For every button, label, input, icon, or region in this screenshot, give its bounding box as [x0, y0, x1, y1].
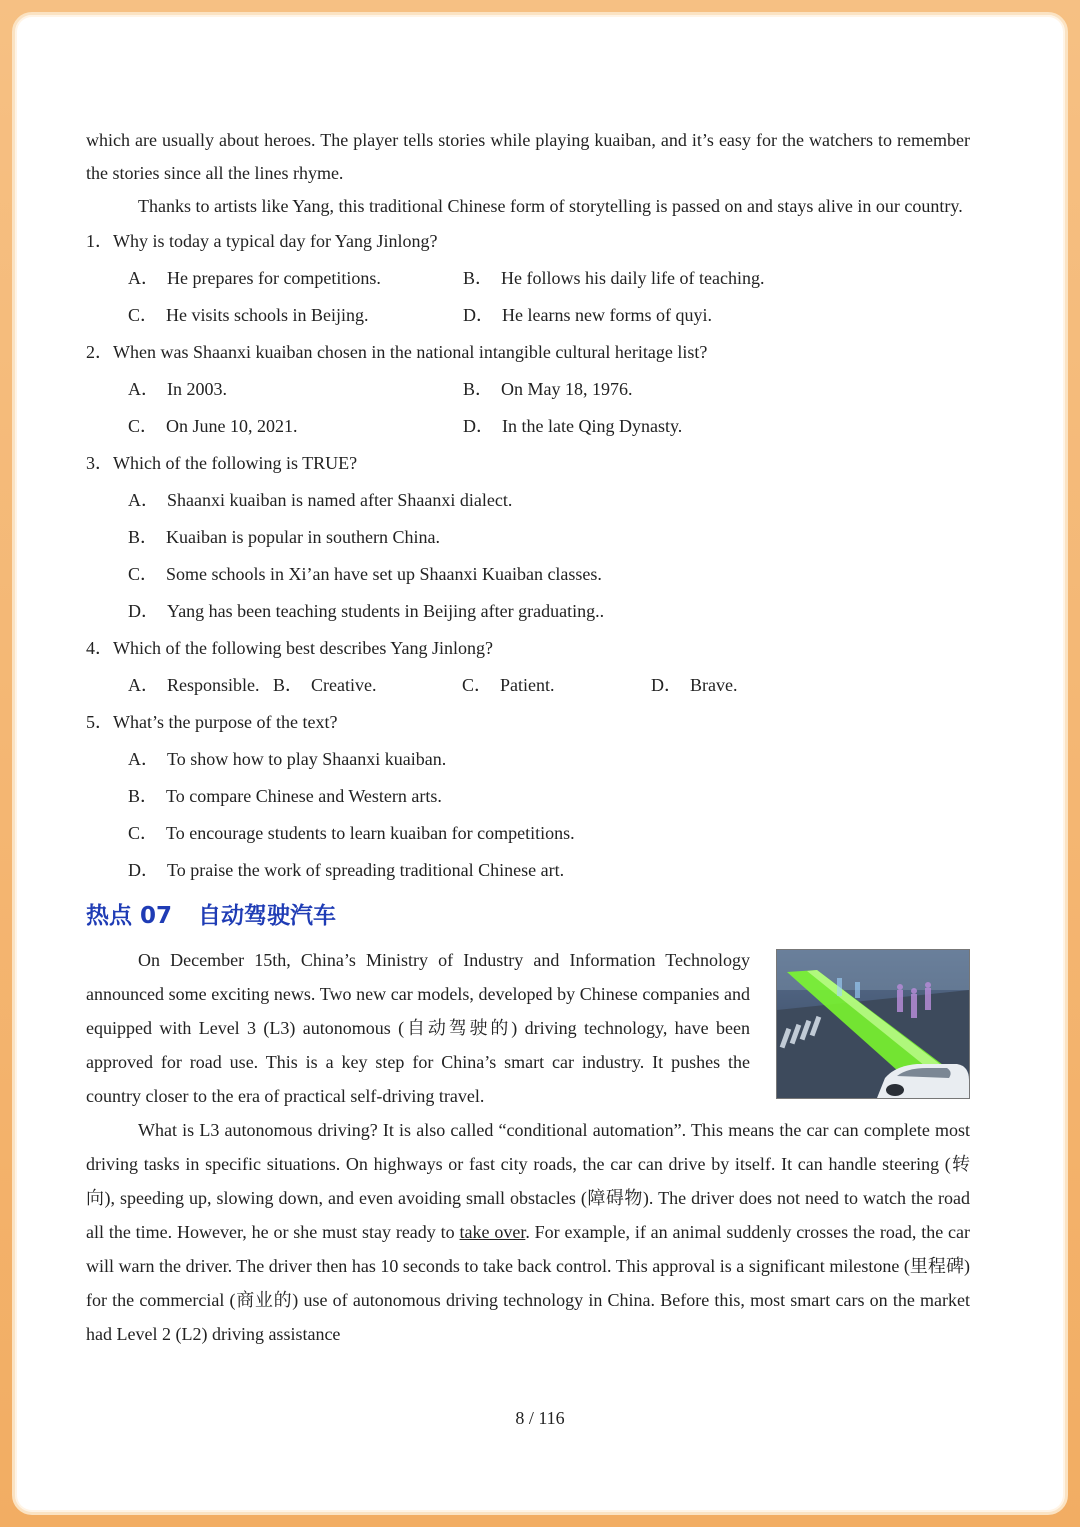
- document-content: [86, 124, 970, 1351]
- option-2c[interactable]: [128, 408, 463, 445]
- option-text: Creative.: [311, 675, 377, 695]
- option-1d[interactable]: [463, 297, 712, 334]
- option-text: Patient.: [500, 675, 555, 695]
- section-title: 自动驾驶汽车: [198, 903, 337, 929]
- option-2b[interactable]: [463, 371, 633, 408]
- option-text: On May 18, 1976.: [501, 379, 633, 399]
- option-text: To encourage students to learn kuaiban for competitions.: [166, 823, 575, 843]
- option-5c[interactable]: [128, 815, 970, 852]
- option-text: To show how to play Shaanxi kuaiban.: [167, 749, 447, 769]
- option-5d[interactable]: [128, 852, 970, 889]
- option-4b[interactable]: [273, 667, 462, 704]
- option-text: In 2003.: [167, 379, 227, 399]
- option-letter: C．: [128, 416, 159, 436]
- option-3c[interactable]: [128, 556, 970, 593]
- article: [86, 943, 970, 1351]
- question-4-stem: 4．Which of the following best describes Yang Jinlong?: [86, 638, 493, 658]
- option-letter: D．: [128, 860, 159, 880]
- option-3d[interactable]: [128, 593, 970, 630]
- section-number: 热点 07: [86, 903, 173, 929]
- option-text: To praise the work of spreading traditional Chinese art.: [167, 860, 565, 880]
- intro-paragraph-1: which are usually about heroes. The player tells stories while playing kuaiban, and it’s easy for the watchers to remember the stories since all the lines rhyme.: [86, 130, 970, 183]
- option-text: Shaanxi kuaiban is named after Shaanxi dialect.: [167, 490, 513, 510]
- question-1-options: [86, 260, 970, 334]
- option-text: To compare Chinese and Western arts.: [166, 786, 442, 806]
- option-text: Responsible.: [167, 675, 260, 695]
- option-1b[interactable]: [463, 260, 764, 297]
- option-letter: D．: [128, 601, 159, 621]
- option-1c[interactable]: [128, 297, 463, 334]
- option-letter: A．: [128, 379, 159, 399]
- option-letter: B．: [463, 379, 494, 399]
- option-4c[interactable]: [462, 667, 651, 704]
- option-text: Some schools in Xi’an have set up Shaanxi Kuaiban classes.: [166, 564, 602, 584]
- question-2-stem: 2．When was Shaanxi kuaiban chosen in the national intangible cultural heritage list?: [86, 342, 708, 362]
- option-letter: A．: [128, 675, 159, 695]
- option-text: On June 10, 2021.: [166, 416, 298, 436]
- option-letter: B．: [128, 786, 159, 806]
- option-letter: D．: [463, 416, 494, 436]
- option-4a[interactable]: [128, 667, 273, 704]
- question-5-options: [86, 741, 970, 889]
- underlined-phrase: take over: [459, 1222, 526, 1242]
- option-letter: C．: [462, 675, 493, 695]
- option-5b[interactable]: [128, 778, 970, 815]
- option-letter: B．: [463, 268, 494, 288]
- option-3a[interactable]: [128, 482, 970, 519]
- article-text: What is L3 autonomous driving? It is also called “conditional automation”. This means the car can complete most driving tasks in specific situations. On highways or fast city roads, the car can drive by itself. It can handle steering (转向), speeding up, slowing down, and even avoiding small obstacles (障碍物). The driver does not need to watch the road all the time. However, he or she must stay ready to: [86, 1120, 970, 1242]
- option-letter: D．: [651, 675, 682, 695]
- option-letter: A．: [128, 490, 159, 510]
- question-2-options: [86, 371, 970, 445]
- option-letter: D．: [463, 305, 494, 325]
- article-paragraph-2: [86, 1113, 970, 1351]
- option-text: He follows his daily life of teaching.: [501, 268, 765, 288]
- page-number: 8 / 116: [515, 1408, 565, 1428]
- option-text: Brave.: [690, 675, 738, 695]
- option-text: He learns new forms of quyi.: [502, 305, 712, 325]
- question-3-options: [86, 482, 970, 630]
- self-driving-car-illustration: [777, 950, 969, 1098]
- option-letter: B．: [128, 527, 159, 547]
- option-letter: C．: [128, 305, 159, 325]
- option-text: Kuaiban is popular in southern China.: [166, 527, 440, 547]
- option-letter: C．: [128, 823, 159, 843]
- option-text: In the late Qing Dynasty.: [502, 416, 683, 436]
- article-paragraph-1: On December 15th, China’s Ministry of Industry and Information Technology announced some exciting news. Two new car models, developed by Chinese companies and equipped with Level 3 (L3) autonomous (自动驾驶的) driving technology, have been approved for road use. This is a key step for China’s smart car industry. It pushes the country closer to the era of practical self-driving travel.: [86, 950, 750, 1106]
- question-5-stem: 5．What’s the purpose of the text?: [86, 712, 338, 732]
- question-1-stem: 1．Why is today a typical day for Yang Jinlong?: [86, 231, 438, 251]
- option-2a[interactable]: [128, 371, 463, 408]
- section-heading: [86, 891, 970, 941]
- option-letter: C．: [128, 564, 159, 584]
- option-5a[interactable]: [128, 741, 970, 778]
- option-4d[interactable]: [651, 667, 737, 704]
- question-3-stem: 3．Which of the following is TRUE?: [86, 453, 358, 473]
- self-driving-car-image: [776, 949, 970, 1099]
- option-1a[interactable]: [128, 260, 463, 297]
- option-text: He visits schools in Beijing.: [166, 305, 369, 325]
- option-letter: A．: [128, 268, 159, 288]
- option-text: Yang has been teaching students in Beijing after graduating..: [167, 601, 605, 621]
- option-letter: A．: [128, 749, 159, 769]
- option-letter: B．: [273, 675, 304, 695]
- intro-paragraph-2: Thanks to artists like Yang, this traditional Chinese form of storytelling is passed on and stays alive in our country.: [138, 196, 963, 216]
- option-text: He prepares for competitions.: [167, 268, 381, 288]
- option-3b[interactable]: [128, 519, 970, 556]
- question-4-options: [86, 667, 970, 704]
- option-2d[interactable]: [463, 408, 682, 445]
- article-text: . For example, if an animal suddenly crosses the road, the car will warn the driver. The driver then has 10 seconds to take back control. This approval is a significant milestone (里程碑) for the commercial (商业的) use of autonomous driving technology in China. Before this, most smart cars on the market had Level 2 (L2) driving assistance: [86, 1222, 970, 1344]
